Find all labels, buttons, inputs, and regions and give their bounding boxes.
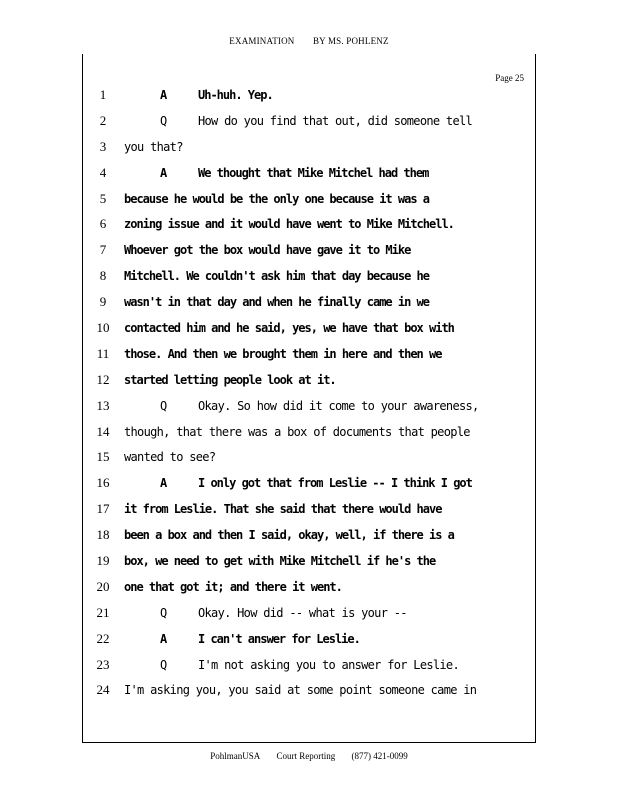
line-text: because he would be the only one because it was a	[124, 191, 430, 206]
line-number: 12	[96, 371, 110, 387]
line-text: Mitchell. We couldn't ask him that day because he	[124, 269, 430, 284]
transcript-line	[124, 292, 534, 318]
speaker-label: Q	[160, 113, 167, 128]
line-number: 11	[96, 345, 110, 361]
header-examiner: BY MS. POHLENZ	[312, 36, 389, 46]
line-number: 6	[99, 216, 107, 232]
line-number: 18	[96, 527, 110, 543]
line-number: 16	[96, 475, 110, 491]
speaker-label: Q	[160, 605, 167, 620]
header-section: EXAMINATION	[229, 36, 295, 46]
transcript-line	[124, 447, 534, 473]
line-text: those. And then we brought them in here and then we	[124, 346, 442, 361]
transcript-line	[124, 473, 534, 499]
transcript-line	[124, 499, 534, 525]
line-number: 3	[99, 138, 107, 154]
transcript-line	[124, 111, 534, 137]
speaker-label: A	[160, 165, 167, 180]
line-number: 22	[96, 630, 110, 646]
line-text: you that?	[124, 139, 183, 154]
line-text: wanted to see?	[124, 450, 216, 465]
line-number: 8	[99, 268, 107, 284]
line-text: started letting people look at it.	[124, 372, 336, 387]
transcript-line	[124, 266, 534, 292]
line-number: 10	[96, 320, 110, 336]
speaker-label: Q	[160, 657, 167, 672]
line-number: 14	[96, 423, 110, 439]
transcript-line	[124, 396, 534, 422]
line-text: I can't answer for Leslie.	[198, 631, 360, 646]
transcript-line	[124, 318, 534, 344]
transcript-line	[124, 344, 534, 370]
line-number: 21	[96, 604, 110, 620]
line-number: 1	[99, 87, 107, 102]
line-text: I'm asking you, you said at some point someone came in	[124, 683, 477, 698]
speaker-label: A	[160, 476, 167, 491]
transcript-line	[124, 189, 534, 215]
transcript-line	[124, 525, 534, 551]
line-numbers	[90, 85, 116, 706]
line-number: 7	[99, 242, 107, 258]
transcript-line	[124, 577, 534, 603]
transcript-line	[124, 422, 534, 448]
line-number: 23	[96, 656, 110, 672]
transcript-lines	[124, 85, 534, 706]
line-text: box, we need to get with Mike Mitchell if he's the	[124, 554, 436, 569]
transcript-line	[124, 163, 534, 189]
transcript-line	[124, 655, 534, 681]
transcript-line	[124, 214, 534, 240]
transcript-line	[124, 370, 534, 396]
line-text: been a box and then I said, okay, well, if there is a	[124, 528, 454, 543]
line-number: 19	[96, 553, 110, 569]
line-text: Uh-huh. Yep.	[198, 88, 273, 102]
transcript-line	[124, 240, 534, 266]
line-number: 15	[96, 449, 110, 465]
footer-phone: (877) 421-0099	[351, 751, 408, 761]
speaker-label: A	[160, 88, 167, 102]
line-text: How do you find that out, did someone tell	[198, 113, 473, 128]
line-number: 9	[99, 294, 107, 310]
line-number: 4	[99, 164, 107, 180]
transcript-line	[124, 551, 534, 577]
speaker-label: Q	[160, 398, 167, 413]
line-number: 20	[96, 578, 110, 594]
line-number: 2	[99, 112, 107, 128]
line-text: I'm not asking you to answer for Leslie.	[198, 657, 459, 672]
transcript-line	[124, 603, 534, 629]
line-number: 5	[99, 190, 107, 206]
transcript-line	[124, 629, 534, 655]
line-text: We thought that Mike Mitchel had them	[198, 165, 429, 180]
footer-service: Court Reporting	[276, 751, 336, 761]
transcript-line	[124, 137, 534, 163]
line-text: one that got it; and there it went.	[124, 579, 342, 594]
line-number: 13	[96, 397, 110, 413]
transcript-line	[124, 85, 534, 111]
line-text: Okay. How did -- what is your --	[198, 605, 407, 620]
page-number: Page 25	[495, 73, 524, 83]
line-number: 24	[96, 682, 110, 698]
line-text: it from Leslie. That she said that there would have	[124, 502, 442, 517]
footer-company: PohlmanUSA	[210, 751, 261, 761]
speaker-label: A	[160, 631, 167, 646]
line-text: zoning issue and it would have went to Mike Mitchell.	[124, 217, 454, 232]
page-header	[0, 36, 618, 46]
line-text: though, that there was a box of documents that people	[124, 424, 470, 439]
line-text: contacted him and he said, yes, we have that box with	[124, 321, 454, 336]
transcript-line	[124, 680, 534, 706]
page-footer	[0, 751, 618, 761]
line-text: wasn't in that day and when he finally came in we	[124, 295, 430, 310]
line-text: Whoever got the box would have gave it to Mike	[124, 243, 411, 258]
line-text: Okay. So how did it come to your awareness,	[198, 398, 479, 413]
line-number: 17	[96, 501, 110, 517]
line-text: I only got that from Leslie -- I think I got	[198, 476, 472, 491]
